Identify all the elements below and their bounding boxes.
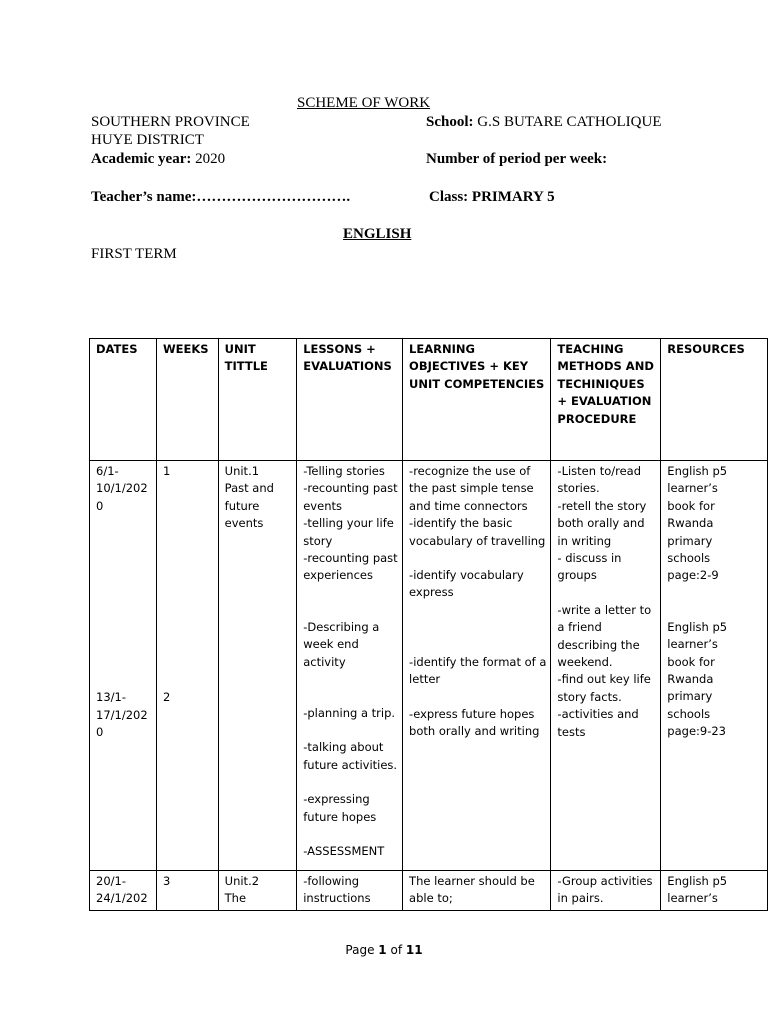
province: SOUTHERN PROVINCE bbox=[91, 114, 250, 130]
academic-year-value: 2020 bbox=[195, 151, 226, 167]
header-lessons: LESSONS + EVALUATIONS bbox=[297, 339, 403, 461]
page-of: of bbox=[386, 943, 406, 957]
cell-resources: English p5 learner’s book for Rwanda primary schools page:2-9 English p5 learner’s book for Rwanda primary schools page:9-23 bbox=[661, 461, 768, 871]
table-row bbox=[90, 871, 768, 911]
cell-weeks: 1 2 bbox=[157, 461, 219, 871]
header-unit-title: UNIT TITTLE bbox=[218, 339, 297, 461]
header-weeks: WEEKS bbox=[157, 339, 219, 461]
class-field bbox=[429, 188, 555, 207]
page-prefix: Page bbox=[345, 943, 379, 957]
cell-unit-title: Unit.1 Past and future events bbox=[218, 461, 297, 871]
scheme-table bbox=[89, 338, 768, 911]
academic-year-label: Academic year: bbox=[91, 151, 192, 167]
cell-learning-objectives: -recognize the use of the past simple tense and time connectors -identify the basic vocabulary of travelling -identify vocabulary express -identify the format of a letter -express future hopes both orally and writing bbox=[403, 461, 551, 871]
table-row bbox=[90, 461, 768, 871]
school-value: G.S BUTARE CATHOLIQUE bbox=[477, 114, 662, 130]
cell-lessons: -Telling stories -recounting past events -telling your life story -recounting past experiences -Describing a week end activity -planning a trip. -talking about future activities. -expressing future hopes -ASSESSMENT bbox=[297, 461, 403, 871]
school-label: School: bbox=[426, 114, 474, 130]
cell-unit-title: Unit.2 The bbox=[218, 871, 297, 911]
page-number bbox=[0, 943, 768, 957]
term-heading: FIRST TERM bbox=[91, 246, 177, 262]
page-current: 1 bbox=[378, 943, 387, 957]
cell-dates: 6/1- 10/1/202 0 13/1- 17/1/202 0 bbox=[90, 461, 157, 871]
cell-teaching-methods: -Group activities in pairs. bbox=[551, 871, 661, 911]
cell-lessons: -following instructions bbox=[297, 871, 403, 911]
subject-heading: ENGLISH bbox=[343, 226, 412, 242]
district: HUYE DISTRICT bbox=[91, 132, 204, 148]
class-value: PRIMARY 5 bbox=[471, 189, 555, 205]
periods-label: Number of period per week: bbox=[426, 151, 608, 167]
cell-dates: 20/1- 24/1/202 bbox=[90, 871, 157, 911]
school-field bbox=[426, 113, 661, 132]
header-dates: DATES bbox=[90, 339, 157, 461]
page-total: 11 bbox=[405, 943, 423, 957]
document-title: SCHEME OF WORK bbox=[297, 95, 431, 111]
cell-teaching-methods: -Listen to/read stories. -retell the story both orally and in writing - discuss in groups -write a letter to a friend describing the weekend. -find out key life story facts. -activities and tests bbox=[551, 461, 661, 871]
teacher-name-field: Teacher’s name:…………………………. bbox=[91, 189, 351, 205]
cell-resources: English p5 learner’s bbox=[661, 871, 768, 911]
cell-learning-objectives: The learner should be able to; bbox=[403, 871, 551, 911]
class-label: Class: bbox=[429, 189, 469, 205]
table-header-row bbox=[90, 339, 768, 461]
header-learning-objectives: LEARNING OBJECTIVES + KEY UNIT COMPETENCIES bbox=[403, 339, 551, 461]
header-resources: RESOURCES bbox=[661, 339, 768, 461]
header-teaching-methods: TEACHING METHODS AND TECHINIQUES + EVALUATION PROCEDURE bbox=[551, 339, 661, 461]
cell-weeks: 3 bbox=[157, 871, 219, 911]
academic-year-field bbox=[91, 150, 225, 169]
